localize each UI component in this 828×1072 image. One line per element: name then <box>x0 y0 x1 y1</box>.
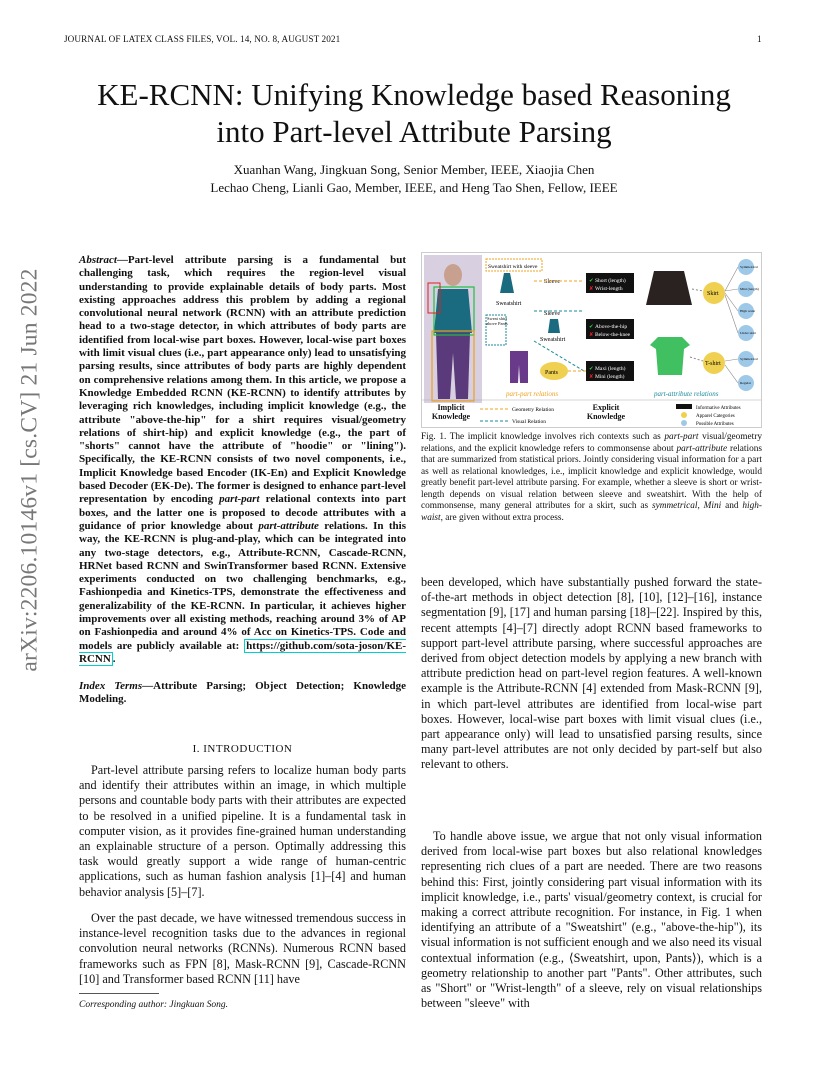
pants-icon <box>510 351 528 383</box>
label-tshirt: T-shirt <box>705 361 721 367</box>
tick-3: ✔ <box>589 366 594 372</box>
abstract-label: Abstract <box>79 254 117 266</box>
abstract <box>79 254 406 666</box>
intro-paragraph-1: Part-level attribute parsing refers to localize human body parts and identify their attributes within an image, in which multiple persons and countable body parts with their attributes are expected to be resolved in a unified pipeline. It is a fundamental task in computer vision, as it provides fine-grained human understanding an explainable structure of a person. Optimally addressing this task would greatly support a wide range of human-centric applications, such as human fashion analysis [1]–[4] and human behavior analysis [5]–[7]. <box>79 763 406 899</box>
caption-text: Fig. 1. The implicit knowledge involves rich contexts such as <box>421 432 665 442</box>
right-paragraph-2: To handle above issue, we argue that not only visual information derived from local-wise part boxes but also relational knowledges representing rich clues of a part are needed. There are two reasons behind this: First, jointly considering part visual information with its implicit knowledge, i.e., parts' visual/geometry context, is crucial for making a correct attribute recognition. For instance, in Fig. 1 when identifying an attribute of a "Sweatshirt" (e.g., "above-the-hip"), its visual information is not sufficient enough and we also need its visual contextual information (e.g., ⟨Sweatshirt, upon, Pants⟩), which is a geometry relationship to another part "Pants". Other attributes, such as "Short" or "Wrist-length" of a sleeve, rely on visual relationships between "sleeve" with <box>421 829 762 1011</box>
caption-italic-2: part-attribute <box>676 443 728 454</box>
figure-1-diagram <box>422 253 762 428</box>
index-terms-label: Index Terms <box>79 680 143 692</box>
paper-title <box>40 76 788 150</box>
legend-explicit: Explicit Knowledge <box>586 403 626 421</box>
attr-mini: Mini (length) <box>740 287 759 291</box>
tshirt-connector <box>690 357 703 361</box>
figure-1 <box>421 252 762 428</box>
authors-line-1: Xuanhan Wang, Jingkuan Song, Senior Member, IEEE, Xiaojia Chen <box>233 162 595 177</box>
index-terms-text: —Attribute Parsing; Object Detection; Knowledge Modeling. <box>79 680 406 706</box>
label-sweat-shirt-above-pants: Sweat shirt above Pants <box>486 316 508 326</box>
caption-text-3: relations that are summarized from statistical priors. Jointly considering visual information for a part as well as relational knowledges, i.e., implicit knowledge and explicit knowledge, would greatly benefit part-level attribute parsing. For example, whether a sleeve is short or wrist-length depends on visual relation between sleeve and sweatshirt. With the help of commonsense, many general attributes for a skirt, such as <box>421 443 762 511</box>
abstract-end: . <box>112 652 116 665</box>
tick-1: ✔ <box>589 278 594 284</box>
x-3: ✘ <box>589 374 594 380</box>
legend-geometry: Geometry Relation <box>512 407 555 413</box>
title-line-1: KE-RCNN: Unifying Knowledge based Reasoning <box>97 77 731 112</box>
page-number: 1 <box>757 34 762 44</box>
legend-apparel: Apparel Categories <box>696 414 735 419</box>
attr-maxi-length: Maxi (length) <box>595 366 626 372</box>
label-sleeve-1: Sleeve <box>544 279 560 285</box>
arxiv-identifier: arXiv:2206.10146v1 [cs.CV] 21 Jun 2022 <box>16 268 43 672</box>
possible-attribute-nodes <box>725 259 760 391</box>
attr-mini-length: Mini (length) <box>595 374 625 380</box>
attr-edges <box>725 267 738 383</box>
sleeve-icon <box>548 319 560 333</box>
legend-apparel-swatch <box>681 412 687 418</box>
skirt-image <box>646 271 692 305</box>
legend-informative-swatch <box>676 404 692 409</box>
caption-italic-1: part-part <box>664 432 699 442</box>
index-terms <box>79 680 406 707</box>
attr-regular: Regular <box>740 381 752 385</box>
abstract-text-3: relations. In this way, the KE-RCNN is plug-and-play, which can be integrated into any two-stage detectors, e.g., Attribute-RCNN, Cascade-RCNN, HRNet based RCNN and SwinTransformer based RCNN. Extensive experiments conducted on two challenging benchmarks, e.g., Fashionpedia and Kinetics-TPS, demonstrate the effectiveness and generalizability of the KE-RCNN. In particular, it achieves higher improvements over all existing methods, reaching around 3% of AP on Fashionpedia and around 4% of Acc on Kinetics-TPS. Code and models are publicly available at: <box>79 519 406 652</box>
x-1: ✘ <box>589 286 594 292</box>
authors-line-2: Lechao Cheng, Lianli Gao, Member, IEEE, and Heng Tao Shen, Fellow, IEEE <box>210 180 618 195</box>
legend-visual: Visual Relation <box>512 419 547 425</box>
legend-informative: Informative Attributes <box>696 406 741 411</box>
abstract-text-2: relational contexts into part boxes, and the latter one is proposed to decode attributes with a guidance of prior knowledge about <box>79 493 406 532</box>
label-sweatshirt-2: Sweatshirt <box>540 337 566 343</box>
abstract-text: —Part-level attribute parsing is a fundamental but challenging task, which requires the region-level visual understanding to provide explainable details of body parts. Most existing approaches address this problem by adding a regional convolutional neural network (RCNN) with an attribute prediction head to a two-stage detector, in which attributes of body parts are identified from local-wise part boxes. However, local-wise part boxes with limit visual clues (i.e., part appearance only) lead to unsatisfying parsing results, since attributes of body parts are highly dependent on comprehensive relations among them. In this article, we propose a Knowledge Embedded RCNN (KE-RCNN) to identify attributes by leveraging rich knowledges, including implicit knowledge (e.g., the attribute "above-the-hip" for a shirt requires visual/geometry relations of shirt-hip) and explicit knowledge (e.g., the part of "shorts" cannot have the attribute of "hoodie" or "lining"). Specifically, the KE-RCNN consists of two novel components, i.e., Implicit Knowledge based Encoder (IK-En) and Explicit Knowledge based Decoder (EK-De). The former is designed to enhance part-level representation by encoding <box>79 254 406 506</box>
skirt-connector <box>692 289 703 291</box>
caption-text-6: , are given without extra process. <box>440 512 564 523</box>
footnote: Corresponding author: Jingkuan Song. <box>79 1000 229 1010</box>
abstract-italic-1: part-part <box>219 493 260 506</box>
footnote-rule <box>79 993 159 994</box>
code-link[interactable]: https://github.com/sota-joson/KE-RCNN <box>79 639 406 665</box>
x-2: ✘ <box>589 332 594 338</box>
label-sleeve-2: Sleeve <box>544 311 560 317</box>
legend-possible: Possible Attributes <box>696 422 734 427</box>
attr-symmetrical: Symmetrical <box>740 265 758 269</box>
tick-2: ✔ <box>589 324 594 330</box>
right-paragraph-1: been developed, which have substantially pushed forward the state-of-the-art methods in object detection [8], [10], [12]–[16], instance segmentation [9], [17] and human parsing [18]–[22]. Inspired by this, recent attempts [4]–[7] directly adopt RCNN based frameworks to support part-level attribute parsing, where successful approaches are derived from object detection models by applying a new branch with attribute prediction head on part-level region features. A well-known example is the Attribute-RCNN [4] extended from Mask-RCNN [9], in which part-level attributes are identified from local-wise part boxes. However, local-wise part boxes with limit visual clues (i.e., part appearance only) will lead to unsatisfied parsing results, since many part-level attributes are not only decided by part-self but also relevant to others. <box>421 575 762 772</box>
arxiv-sidebar <box>0 240 60 700</box>
caption-italic-5: high-waist <box>421 501 762 523</box>
caption-text-4: , <box>697 501 704 511</box>
caption-text-5: and <box>721 501 743 511</box>
attr-above-hip: Above-the-hip <box>595 324 628 330</box>
intro-paragraph-2: Over the past decade, we have witnessed tremendous success in instance-level recognition tasks due to the advances in regional convolution neural networks (RCNNs). Numerous RCNN based frameworks such as FPN [8], Mask-RCNN [9], Cascade-RCNN [10] and Transformer based RCNN [11] have <box>79 911 406 986</box>
attr-symmetrical-2: Symmetrical <box>740 357 758 361</box>
caption-italic-4: Mini <box>703 501 722 511</box>
attr-high-waist: High waist <box>740 309 756 313</box>
label-part-attribute-relations: part-attribute relations <box>654 390 719 398</box>
tshirt-image <box>650 337 690 375</box>
caption-text-2: visual/geometry relations, and the explicit knowledge refers to commonsense about <box>421 432 762 454</box>
label-sweatshirt-with-sleeve: Sweatshirt with sleeve <box>488 264 538 270</box>
legend-implicit: Implicit Knowledge <box>431 403 471 421</box>
caption-italic-3: symmetrical <box>652 501 698 511</box>
label-part-part-relations: part-part relations <box>506 390 559 398</box>
label-pants: Pants <box>545 370 559 376</box>
sweatshirt-icon <box>500 273 514 293</box>
label-sweatshirt: Sweatshirt <box>496 301 522 307</box>
attr-below-knee: Below-the-knee <box>595 332 631 338</box>
legend-possible-swatch <box>681 420 687 426</box>
label-skirt: Skirt <box>707 291 719 297</box>
attr-short-length: Short (length) <box>595 278 626 284</box>
abstract-italic-2: part-attribute <box>258 519 319 532</box>
figure-caption <box>421 432 762 524</box>
section-heading: I. INTRODUCTION <box>192 743 293 755</box>
running-header: JOURNAL OF LATEX CLASS FILES, VOL. 14, NO. 8, AUGUST 2021 <box>64 34 341 44</box>
title-line-2: into Part-level Attribute Parsing <box>216 114 612 149</box>
person-head <box>444 264 462 286</box>
attr-under-skirt: Under skirt <box>740 331 756 335</box>
attr-wrist-length: Wrist-length <box>595 286 623 292</box>
